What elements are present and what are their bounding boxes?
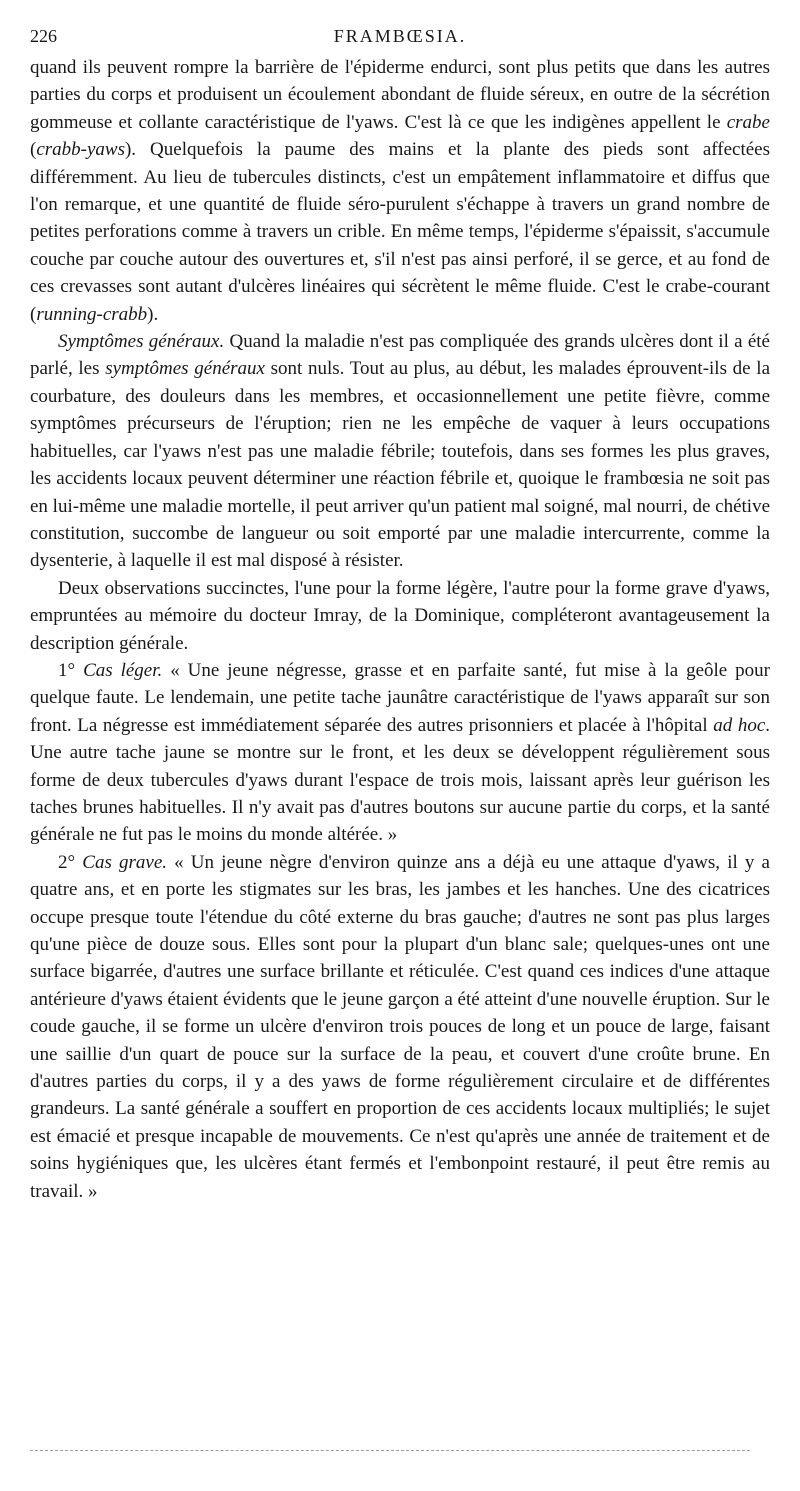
italic-text-run: running-crabb bbox=[36, 303, 148, 325]
footer-rule bbox=[30, 1450, 750, 1451]
text-run: ). bbox=[147, 303, 159, 325]
paragraph-crabe bbox=[30, 54, 770, 328]
running-title: FRAMBŒSIA. bbox=[333, 26, 467, 46]
italic-text-run: Symptômes généraux. bbox=[58, 331, 225, 353]
text-run: 2° bbox=[58, 851, 83, 873]
text-run: 1° bbox=[58, 659, 84, 681]
text-run: « Une jeune négresse, grasse et en parfaite santé, fut mise à la geôle pour quelque faute. Le lendemain, une petite tache jaunâtre caractéristique de l'yaws apparaît sur son front. La négresse est immédiatement séparée des autres prisonniers et placée à l'hôpital bbox=[30, 659, 771, 736]
text-run: « Un jeune nègre d'environ quinze ans a déjà eu une attaque d'yaws, il y a quatre ans, et en porte les stigmates sur les bras, les jambes et les hanches. Une des cicatrices occupe presque toute l'étendue du côté externe du bras gauche; d'autres ne sont pas plus larges qu'une pièce de douze sous. Elles sont pour la plupart d'un blanc sale; quelques-unes ont une surface bigarrée, d'autres une surface brillante et réticulée. C'est quand ces indices d'une attaque antérieure d'yaws étaient évidents que le jeune garçon a été atteint d'une nouvelle éruption. Sur le coude gauche, il se forme un ulcère d'environ trois pouces de long et un pouce de large, faisant une saillie d'un quart de pouce sur la surface de la peau, et couvert d'une croûte brune. En d'autres parties du corps, il y a des yaws de forme régulièrement circulaire et de différentes grandeurs. La santé générale a souffert en proportion de ces accidents locaux multipliés; le sujet est émacié et presque incapable de mouvements. Ce n'est qu'après une année de traitement et de soins hygiéniques que, les ulcères étant fermés et l'embonpoint restauré, il peut être remis au travail. » bbox=[30, 851, 770, 1202]
italic-text-run: crabe bbox=[726, 111, 770, 133]
italic-text-run: crabb-yaws bbox=[36, 139, 125, 161]
text-run: Quand la maladie n'est pas compliquée des grands ulcères dont il a été parlé, les bbox=[30, 331, 770, 380]
paragraph-cas-leger bbox=[30, 657, 770, 849]
paragraph-cas-grave bbox=[30, 849, 770, 1205]
paragraph-symptomes-generaux bbox=[30, 328, 770, 575]
text-run: ( bbox=[30, 139, 37, 161]
italic-text-run: symptômes généraux bbox=[105, 358, 265, 380]
text-run: sont nuls. Tout au plus, au début, les malades éprouvent-ils de la courbature, des douleurs dans les membres, et occasionnellement une petite fièvre, comme symptômes précurseurs de l'éruption; rien ne les empêche de vaquer à leurs occupations habituelles, car l'yaws n'est pas une maladie fébrile; toutefois, dans ses formes les plus graves, les accidents locaux peuvent déterminer une réaction fébrile et, quoique le frambœsia ne soit pas en lui-même une maladie mortelle, il peut arriver qu'un patient mal soigné, mal nourri, de chétive constitution, succombe de langueur ou soit emporté par une maladie intercurrente, comme la dysenterie, à laquelle il est mal disposé à résister. bbox=[30, 358, 770, 572]
text-run: Deux observations succinctes, l'une pour la forme légère, l'autre pour la forme grave d'yaws, empruntées au mémoire du docteur Imray, de la Dominique, compléteront avantageusement la description générale. bbox=[30, 577, 770, 654]
body-text bbox=[30, 54, 770, 1205]
italic-text-run: Cas grave. bbox=[82, 851, 167, 873]
italic-text-run: Cas léger. bbox=[83, 659, 163, 681]
page-header bbox=[30, 22, 770, 50]
italic-text-run: ad hoc bbox=[713, 714, 766, 736]
paragraph-deux-observations bbox=[30, 575, 770, 657]
document-page bbox=[30, 22, 770, 1462]
text-run: ). Quelquefois la paume des mains et la plante des pieds sont affectées différemment. Au lieu de tubercules distincts, c'est un empâtement inflammatoire et diffus que l'on remarque, et une quantité de fluide séro-purulent s'échappe à travers un grand nombre de petites perforations comme à travers un crible. En même temps, l'épiderme s'épaissit, s'accumule couche par couche autour des ouvertures et, s'il n'est pas ainsi perforé, il se gerce, et au fond de ces crevasses sont autant d'ulcères linéaires qui sécrètent le même fluide. C'est le crabe-courant ( bbox=[30, 139, 770, 325]
text-run: quand ils peuvent rompre la barrière de l'épiderme endurci, sont plus petits que dans les autres parties du corps et produisent un écoulement abondant de fluide séreux, en outre de la sécrétion gommeuse et collante caractéristique de l'yaws. C'est là ce que les indigènes appellent le bbox=[30, 57, 770, 133]
page-number: 226 bbox=[30, 26, 57, 46]
text-run: . Une autre tache jaune se montre sur le front, et les deux se développent régulièrement sous forme de deux tubercules d'yaws durant l'espace de trois mois, laissant après leur guérison les taches brunes habituelles. Il n'y avait pas d'autres boutons sur aucune partie du corps, et la santé générale ne fut pas le moins du monde altérée. » bbox=[30, 714, 771, 846]
